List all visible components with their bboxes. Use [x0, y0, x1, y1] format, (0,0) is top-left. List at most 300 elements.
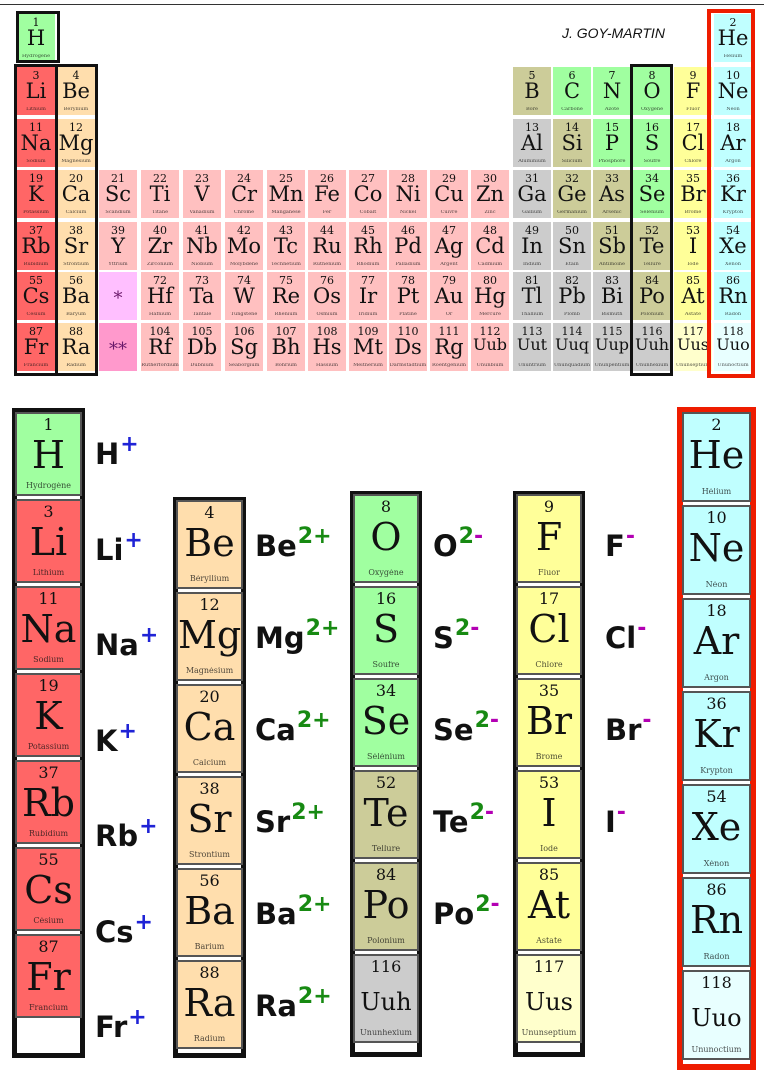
element-symbol: W: [233, 284, 255, 308]
element-symbol: Mg: [58, 131, 94, 155]
ion-label: [95, 1005, 147, 1044]
element-name: Xénon: [725, 262, 741, 267]
element-name: Sélénium: [640, 210, 664, 215]
ion-charge: +: [118, 718, 137, 744]
ion-symbol: Po: [433, 897, 475, 931]
charge-digit: 2: [475, 892, 491, 917]
element-symbol: Hg: [474, 284, 506, 308]
ion-symbol: Te: [433, 805, 469, 839]
element-name: Darmstadtium: [389, 363, 427, 368]
periodic-cell: [224, 221, 264, 271]
ion-label: [95, 527, 143, 567]
atomic-number: 17: [686, 121, 700, 134]
atomic-number: 79: [442, 274, 456, 287]
charge-sign: +: [312, 708, 331, 733]
atomic-number: 37: [29, 224, 43, 237]
element-symbol: Cs: [22, 284, 50, 308]
atomic-number: 21: [111, 172, 125, 185]
atomic-number: 11: [29, 121, 43, 134]
element-card: [516, 586, 582, 675]
charge-digit: 2: [297, 524, 314, 549]
periodic-cell: [16, 221, 56, 271]
atomic-number: 10: [706, 508, 727, 527]
atomic-number: 54: [726, 224, 740, 237]
element-symbol: *: [113, 288, 123, 309]
atomic-number: 76: [320, 274, 334, 287]
periodic-cell: [713, 221, 753, 271]
element-symbol: Li: [29, 520, 68, 564]
element-name: Germanium: [557, 210, 587, 215]
element-symbol: Sr: [63, 234, 89, 258]
element-symbol: Ne: [688, 526, 745, 570]
periodic-cell: [388, 322, 428, 372]
element-card: [516, 678, 582, 767]
ion-label: [95, 909, 153, 949]
ion-symbol: Li: [95, 532, 124, 567]
ion-label: [255, 616, 340, 655]
ion-charge: -: [625, 524, 635, 549]
element-name: Or: [445, 312, 453, 317]
atomic-number: 74: [237, 274, 251, 287]
atomic-number: 22: [153, 172, 167, 185]
element-symbol: Db: [186, 335, 218, 359]
element-name: Vanadium: [189, 210, 215, 215]
ion-charge: +: [120, 432, 139, 457]
periodic-cell: [348, 221, 388, 271]
atomic-number: 11: [38, 589, 59, 608]
charge-sign: +: [320, 616, 340, 641]
atomic-number: 17: [538, 589, 560, 608]
element-name: Hydrogène: [21, 54, 51, 59]
element-name: Plomb: [564, 312, 580, 317]
ion-charge: -: [642, 708, 652, 733]
atomic-number: 56: [199, 871, 220, 890]
element-symbol: Ag: [434, 234, 464, 258]
atomic-number: 115: [601, 325, 623, 338]
charge-digit: 2: [297, 984, 314, 1009]
element-card: [682, 784, 751, 874]
ion-charge: [470, 800, 494, 825]
ion-label: [433, 800, 495, 839]
atomic-number: 9: [543, 497, 555, 516]
ion-label: [95, 718, 137, 758]
element-symbol: Se: [638, 182, 666, 206]
atomic-number: 16: [645, 121, 659, 134]
atomic-number: 117: [533, 957, 565, 976]
element-name: Argent: [440, 262, 458, 267]
element-name: Scandium: [105, 210, 131, 215]
periodic-cell: [266, 322, 306, 372]
periodic-cell: [552, 322, 592, 372]
element-symbol: Be: [184, 521, 235, 565]
periodic-cell: [16, 118, 56, 168]
ion-label: [255, 800, 325, 839]
element-symbol: Cl: [681, 131, 705, 155]
element-name: Barium: [194, 943, 225, 951]
element-name: Ununbium: [476, 363, 504, 368]
atomic-number: 7: [608, 69, 616, 82]
ion-label: [605, 800, 626, 839]
element-symbol: Ra: [61, 335, 91, 359]
element-symbol: Po: [362, 883, 410, 927]
element-name: Magnésium: [61, 159, 91, 164]
atomic-number: 50: [565, 224, 579, 237]
ion-symbol: Ca: [255, 713, 296, 747]
periodic-cell: [632, 169, 672, 219]
element-symbol: Mo: [226, 234, 262, 258]
periodic-cell: [56, 221, 96, 271]
periodic-cell: [713, 118, 753, 168]
element-name: Ununseptium: [521, 1029, 577, 1037]
ion-symbol: Ra: [255, 989, 297, 1023]
periodic-cell: [98, 271, 138, 321]
element-card: [176, 960, 243, 1049]
atomic-number: 25: [279, 172, 293, 185]
atomic-number: 6: [568, 69, 576, 82]
atomic-number: 2: [711, 415, 722, 434]
element-symbol: Re: [271, 284, 301, 308]
periodic-cell: [632, 271, 672, 321]
element-name: Radium: [66, 363, 86, 368]
element-card: [176, 684, 243, 773]
element-name: Palladium: [395, 262, 421, 267]
element-name: Cobalt: [359, 210, 377, 215]
periodic-cell: [140, 221, 180, 271]
ion-label: [433, 616, 480, 655]
atomic-number: 113: [521, 325, 543, 338]
atomic-number: 36: [726, 172, 740, 185]
element-card: [353, 494, 419, 583]
element-name: Hassium: [315, 363, 339, 368]
ion-symbol: Br: [605, 713, 642, 747]
element-name: Osmium: [316, 312, 338, 317]
atomic-number: 84: [645, 274, 659, 287]
element-name: Astate: [684, 312, 702, 317]
ion-symbol: Ba: [255, 897, 297, 931]
element-name: Chlore: [684, 159, 702, 164]
element-name: Rutherfordium: [141, 363, 179, 368]
periodic-cell: [388, 221, 428, 271]
element-symbol: Sr: [187, 797, 232, 841]
element-symbol: K: [28, 182, 44, 206]
element-symbol: He: [717, 26, 749, 50]
periodic-cell: [98, 221, 138, 271]
periodic-cell: [16, 271, 56, 321]
periodic-cell: [592, 221, 632, 271]
atomic-number: 12: [69, 121, 83, 134]
periodic-cell: [713, 271, 753, 321]
atomic-number: 33: [605, 172, 619, 185]
element-name: Manganèse: [271, 210, 301, 215]
element-symbol: Fe: [314, 182, 340, 206]
element-symbol: Y: [111, 234, 125, 258]
periodic-cell: [348, 322, 388, 372]
ion-label: [255, 892, 332, 931]
atomic-number: 29: [442, 172, 456, 185]
atomic-number: 72: [153, 274, 167, 287]
atomic-number: 55: [38, 850, 59, 869]
ion-label: [95, 814, 158, 853]
atomic-number: 108: [316, 325, 338, 338]
element-name: Dubnium: [190, 363, 214, 368]
periodic-cell: [632, 66, 672, 116]
element-card: [176, 868, 243, 957]
atomic-number: 75: [279, 274, 293, 287]
element-symbol: He: [688, 433, 745, 477]
periodic-cell: [470, 322, 510, 372]
element-name: Argon: [725, 159, 741, 164]
periodic-cell: [348, 169, 388, 219]
element-name: Phosphore: [598, 159, 626, 164]
periodic-cell: [512, 271, 552, 321]
periodic-cell: [56, 118, 96, 168]
element-symbol: Ru: [312, 234, 342, 258]
element-name: Magnésium: [185, 667, 234, 675]
ion-symbol: Be: [255, 529, 297, 563]
element-name: Ununpentium: [594, 363, 630, 368]
periodic-cell: [348, 271, 388, 321]
element-name: Cuivre: [440, 210, 458, 215]
periodic-cell: [56, 66, 96, 116]
element-symbol: C: [563, 79, 581, 103]
atomic-number: 28: [401, 172, 415, 185]
element-name: Titane: [151, 210, 169, 215]
charge-sign: -: [490, 892, 500, 917]
element-symbol: Hf: [146, 284, 174, 308]
atomic-number: 53: [686, 224, 700, 237]
atomic-number: 116: [641, 325, 663, 338]
atomic-number: 52: [375, 773, 397, 792]
element-name: Iode: [687, 262, 699, 267]
element-symbol: Uus: [525, 988, 573, 1016]
element-name: Soufre: [372, 661, 400, 669]
element-symbol: Sc: [104, 182, 132, 206]
atomic-number: 43: [279, 224, 293, 237]
element-symbol: Ar: [693, 619, 740, 663]
element-name: Hélium: [723, 54, 743, 59]
periodic-cell: [56, 271, 96, 321]
atomic-number: 20: [199, 687, 220, 706]
periodic-cell: [98, 322, 138, 372]
ion-label: [433, 708, 500, 747]
atomic-number: 9: [689, 69, 697, 82]
element-name: Iridium: [358, 312, 378, 317]
atomic-number: 80: [483, 274, 497, 287]
element-name: Seaborgium: [228, 363, 260, 368]
element-name: Bore: [525, 107, 539, 112]
element-card: [353, 586, 419, 675]
element-symbol: Hs: [312, 335, 342, 359]
element-name: Ruthénium: [313, 262, 341, 267]
periodic-cell: [552, 221, 592, 271]
periodic-cell: [713, 66, 753, 116]
atomic-number: 15: [605, 121, 619, 134]
ion-charge: [298, 524, 332, 549]
ion-symbol: Mg: [255, 621, 305, 655]
periodic-cell: [632, 322, 672, 372]
element-name: Fer: [322, 210, 332, 215]
atomic-number: 47: [442, 224, 456, 237]
element-name: Lithium: [26, 107, 46, 112]
ion-symbol: Na: [95, 628, 139, 662]
element-card: [15, 847, 82, 931]
element-name: Tantale: [192, 312, 212, 317]
ion-symbol: Rb: [95, 819, 139, 853]
element-card: [682, 691, 751, 781]
atomic-number: 51: [605, 224, 619, 237]
atomic-number: 88: [199, 963, 220, 982]
element-card: [353, 954, 419, 1043]
atomic-number: 105: [191, 325, 213, 338]
charge-digit: 2: [291, 800, 307, 825]
element-symbol: Ba: [62, 284, 90, 308]
element-symbol: As: [599, 182, 625, 206]
element-name: Azote: [604, 107, 620, 112]
periodic-cell: [429, 271, 469, 321]
element-name: Étain: [565, 262, 579, 267]
ion-symbol: Fr: [95, 1010, 128, 1044]
periodic-cell: [673, 271, 713, 321]
element-symbol: Kr: [693, 712, 740, 756]
element-name: Strontium: [63, 262, 89, 267]
element-symbol: B: [524, 79, 540, 103]
element-name: Gallium: [522, 210, 542, 215]
periodic-cell: [592, 118, 632, 168]
atomic-number: 41: [195, 224, 209, 237]
element-symbol: Li: [25, 79, 47, 103]
element-symbol: V: [194, 182, 210, 206]
element-symbol: Zr: [147, 234, 173, 258]
atomic-number: 18: [726, 121, 740, 134]
top-border-line: [0, 4, 764, 5]
charge-sign: +: [306, 800, 325, 825]
element-symbol: F: [685, 79, 701, 103]
periodic-cell: [673, 169, 713, 219]
element-name: Chrome: [233, 210, 255, 215]
atomic-number: 38: [199, 779, 220, 798]
element-name: Rhénium: [274, 312, 298, 317]
atomic-number: 48: [483, 224, 497, 237]
ion-symbol: S: [433, 621, 454, 655]
atomic-number: 114: [561, 325, 583, 338]
atomic-number: 18: [706, 601, 727, 620]
element-symbol: Si: [561, 131, 583, 155]
periodic-cell: [673, 118, 713, 168]
atomic-number: 37: [38, 763, 59, 782]
element-symbol: N: [602, 79, 622, 103]
element-name: Bohrium: [275, 363, 297, 368]
element-name: Béryllium: [63, 107, 89, 112]
element-name: Arsenic: [602, 210, 622, 215]
atomic-number: 12: [199, 595, 220, 614]
periodic-cell: [592, 66, 632, 116]
ion-symbol: Cl: [605, 621, 637, 655]
periodic-cell: [56, 169, 96, 219]
charge-digit: 2: [297, 892, 313, 917]
element-card: [15, 760, 82, 844]
element-symbol: Mg: [178, 613, 242, 657]
periodic-cell: [307, 271, 347, 321]
element-symbol: Bh: [271, 335, 301, 359]
periodic-cell: [182, 271, 222, 321]
ion-symbol: F: [605, 529, 625, 563]
element-symbol: Se: [361, 699, 411, 743]
atomic-number: 85: [686, 274, 700, 287]
atomic-number: 81: [525, 274, 539, 287]
ion-label: [255, 984, 332, 1023]
element-name: Ununhexium: [360, 1029, 412, 1037]
element-name: Indium: [523, 262, 541, 267]
periodic-cell: [592, 322, 632, 372]
element-name: Ununquadium: [553, 363, 591, 368]
element-name: Ununseptium: [675, 363, 711, 368]
atomic-number: 118: [722, 325, 744, 338]
element-symbol: Na: [20, 131, 52, 155]
element-symbol: Sn: [558, 234, 586, 258]
atomic-number: 3: [43, 502, 54, 521]
element-symbol: Te: [363, 791, 409, 835]
ion-charge: [291, 800, 325, 825]
element-name: Technétium: [271, 262, 301, 267]
ion-label: [605, 524, 635, 563]
periodic-cell: [429, 169, 469, 219]
ion-charge: [475, 892, 499, 917]
periodic-cell: [429, 322, 469, 372]
atomic-number: 44: [320, 224, 334, 237]
atomic-number: 1: [43, 415, 54, 434]
element-name: Astate: [536, 937, 562, 945]
periodic-cell: [632, 221, 672, 271]
atomic-number: 45: [361, 224, 375, 237]
element-name: Oxygène: [640, 107, 664, 112]
periodic-cell: [512, 169, 552, 219]
element-symbol: Pt: [396, 284, 420, 308]
periodic-cell: [16, 169, 56, 219]
ion-label: [255, 708, 331, 747]
element-name: Ununoctium: [717, 363, 749, 368]
element-symbol: At: [527, 883, 571, 927]
ion-symbol: I: [605, 805, 616, 839]
element-symbol: Te: [639, 234, 665, 258]
atomic-number: 35: [686, 172, 700, 185]
element-name: Aluminium: [518, 159, 546, 164]
ion-charge: [306, 616, 340, 641]
element-card: [176, 592, 243, 681]
element-name: Calcium: [65, 210, 87, 215]
atomic-number: 110: [397, 325, 419, 338]
ion-symbol: Sr: [255, 805, 291, 839]
periodic-cell: [592, 271, 632, 321]
element-symbol: Ni: [395, 182, 421, 206]
element-name: Soufre: [643, 159, 661, 164]
atomic-number: 14: [565, 121, 579, 134]
element-name: Potassium: [23, 210, 49, 215]
element-name: Baryum: [66, 312, 86, 317]
periodic-cell: [552, 169, 592, 219]
element-symbol: Na: [20, 607, 77, 651]
element-name: Brome: [535, 753, 563, 761]
atomic-number: 8: [648, 69, 656, 82]
element-symbol: Mn: [268, 182, 304, 206]
element-card: [682, 412, 751, 502]
atomic-number: 5: [528, 69, 536, 82]
atomic-number: 32: [565, 172, 579, 185]
atomic-number: 8: [380, 497, 392, 516]
element-name: Platine: [399, 312, 417, 317]
periodic-cell: [552, 66, 592, 116]
element-name: Oxygène: [368, 569, 404, 577]
periodic-cell: [470, 221, 510, 271]
